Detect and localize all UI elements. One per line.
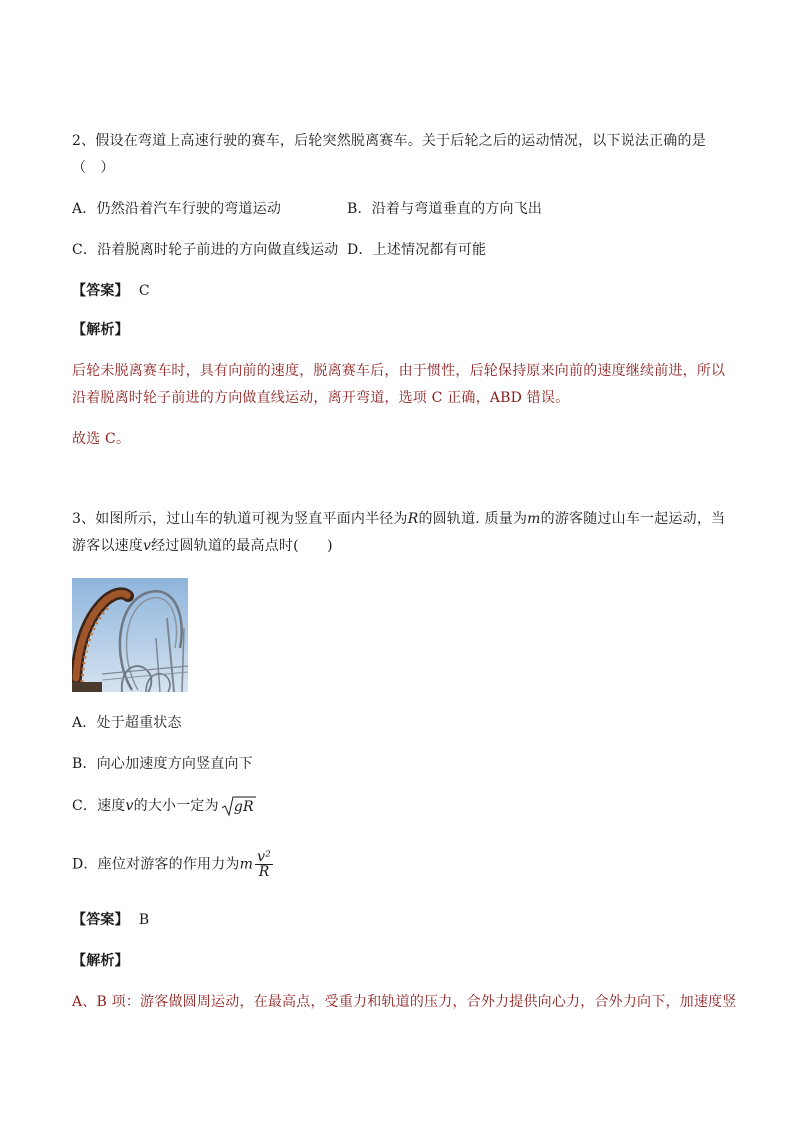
- q3-answer: [72, 910, 149, 930]
- q3-var-v: v: [143, 538, 152, 554]
- q2-option-d: D．上述情况都有可能: [347, 242, 487, 258]
- q2-option-a: A．仍然沿着汽车行驶的弯道运动: [72, 201, 282, 217]
- q2-analysis-label: 【解析】: [72, 322, 129, 338]
- sqrt-expression: [221, 795, 257, 817]
- q2-stem-line2: （ ）: [72, 160, 115, 176]
- q2-stem-line1: 2、假设在弯道上高速行驶的赛车，后轮突然脱离赛车。关于后轮之后的运动情况，以下说法正确的是: [72, 133, 706, 149]
- q3-option-d-var-m: m: [239, 856, 254, 873]
- fraction-numerator: v²: [257, 849, 272, 865]
- q2-analysis-line1: 后轮未脱离赛车时，具有向前的速度，脱离赛车后，由于惯性，后轮保持原来向前的速度继续前进，所以: [72, 363, 726, 379]
- q3-option-d-text: D．座位对游客的作用力为: [72, 856, 240, 873]
- q3-stem-text-b: 的圆轨道. 质量为: [418, 511, 528, 527]
- q3-stem-line2: [72, 536, 333, 556]
- q2-analysis-line2: 沿着脱离时轮子前进的方向做直线运动，离开弯道，选项 C 正确，ABD 错误。: [72, 390, 570, 406]
- fraction: [255, 850, 273, 879]
- q3-stem-text-a: 3、如图所示，过山车的轨道可视为竖直平面内半径为: [72, 511, 408, 527]
- q3-var-m: m: [527, 511, 541, 527]
- q3-answer-label: 【答案】: [72, 912, 129, 928]
- q3-option-c: [72, 795, 257, 819]
- q2-option-c: C．沿着脱离时轮子前进的方向做直线运动: [72, 242, 339, 258]
- q3-analysis-label: 【解析】: [72, 953, 129, 969]
- q3-stem-line1: [72, 509, 725, 529]
- q2-answer-label: 【答案】: [72, 283, 129, 299]
- q3-stem2-text-b: 经过圆轨道的最高点时( ): [151, 538, 333, 554]
- q3-option-d: [72, 850, 273, 890]
- q3-option-c-var-v: v: [125, 798, 134, 814]
- roller-coaster-photo: [72, 578, 188, 692]
- q3-stem2-text-a: 游客以速度: [72, 538, 143, 554]
- q3-option-a: A．处于超重状态: [72, 715, 182, 731]
- q3-option-b: B．向心加速度方向竖直向下: [72, 756, 253, 772]
- q3-analysis-line1: A、B 项：游客做圆周运动，在最高点，受重力和轨道的压力，合外力提供向心力，合外力向下，加速度竖: [72, 994, 737, 1010]
- q2-options-row2: [72, 240, 722, 260]
- q3-stem-text-c: 的游客随过山车一起运动，当: [540, 511, 726, 527]
- q3-option-c-text-b: 的大小一定为: [133, 798, 219, 814]
- q2-answer-value: C: [138, 283, 150, 299]
- sqrt-radicand: gR: [233, 799, 254, 815]
- fraction-denominator: R: [258, 864, 270, 880]
- q2-conclusion: 故选 C。: [72, 431, 131, 447]
- q3-answer-value: B: [138, 912, 150, 928]
- q3-var-r: R: [407, 511, 419, 527]
- q3-option-c-text-a: C．速度: [72, 798, 126, 814]
- q2-options-row1: [72, 199, 722, 219]
- q2-option-b: B．沿着与弯道垂直的方向飞出: [347, 201, 543, 217]
- q2-answer: [72, 281, 150, 301]
